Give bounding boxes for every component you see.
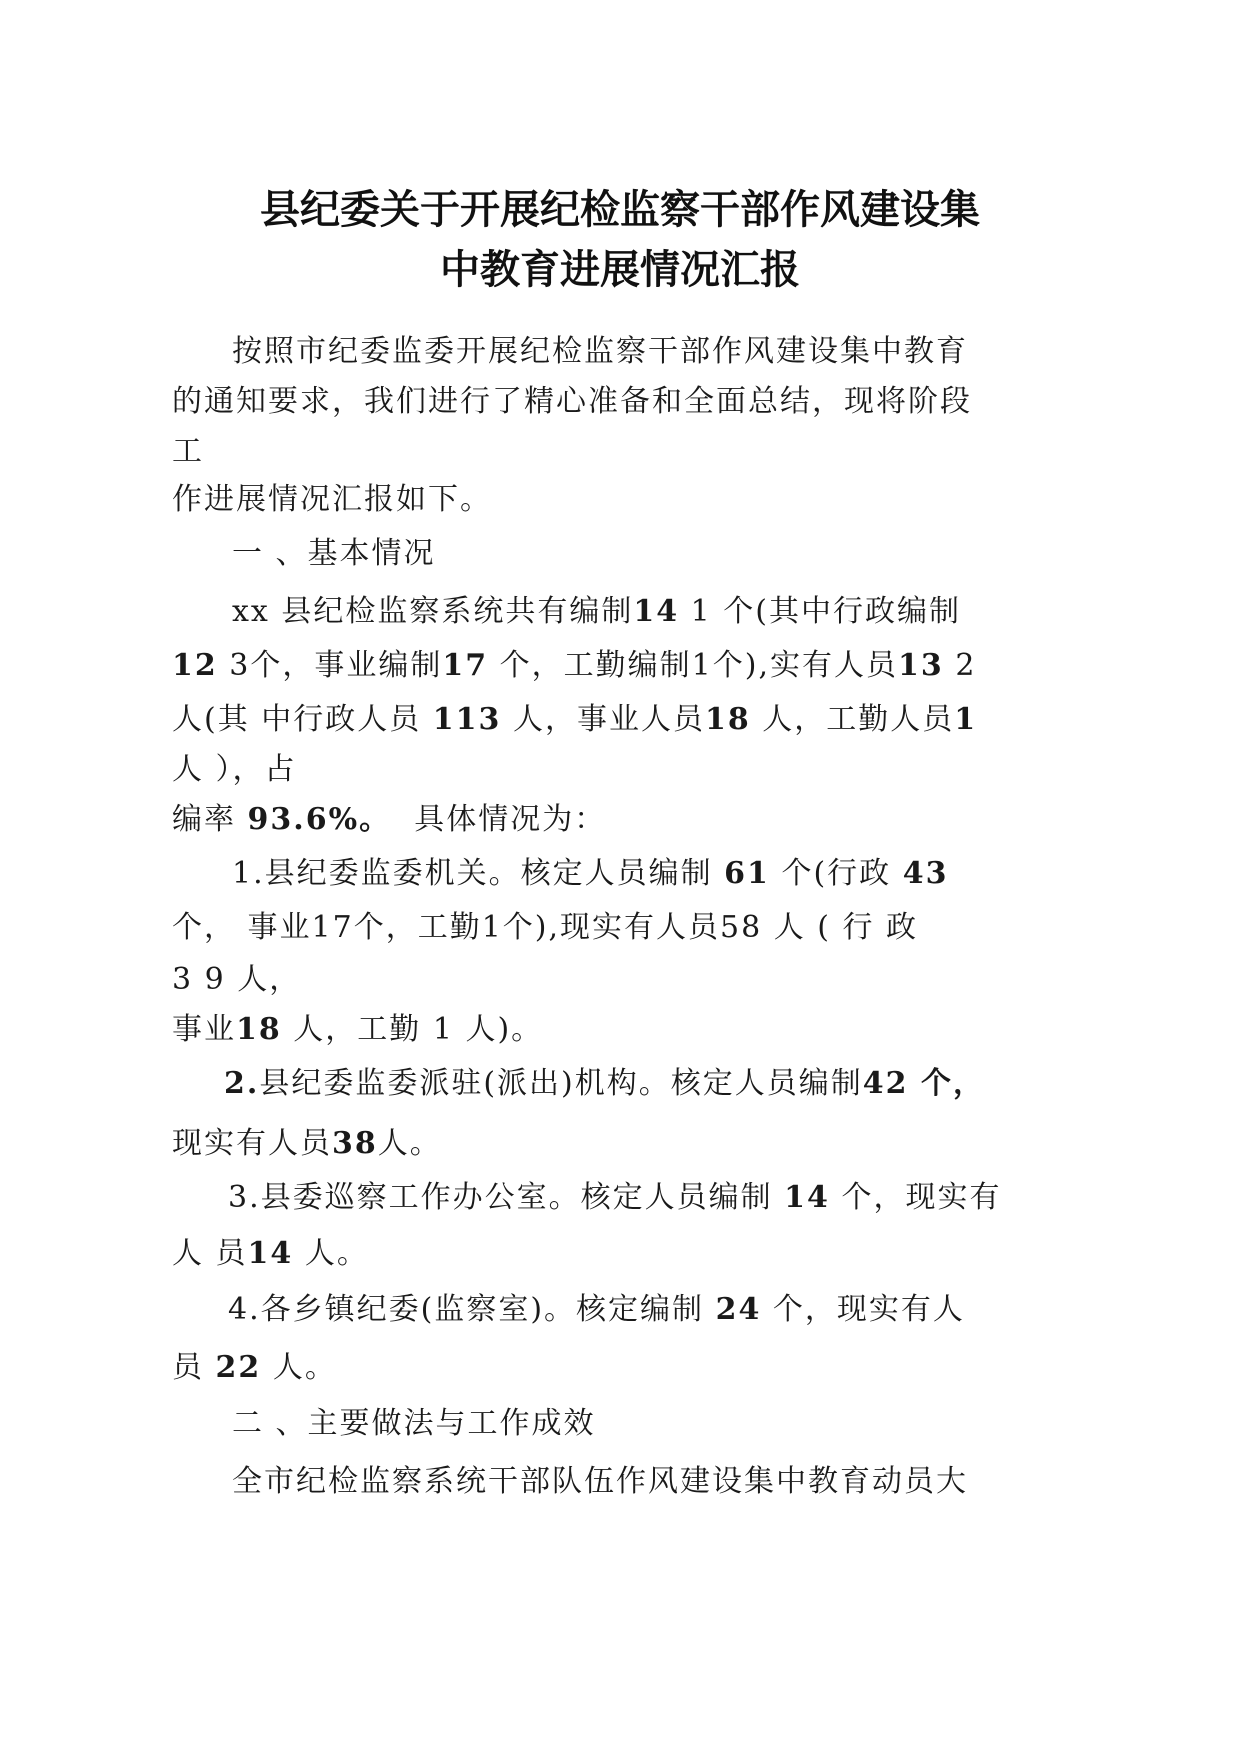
section-1-para-line-2: 12 3个，事业编制17 个，工勤编制1个),实有人员13 2: [172, 648, 977, 683]
section-1-heading: 一 、基本情况: [232, 536, 436, 571]
item-4-line-1: 4.各乡镇纪委(监察室)。核定编制 24 个，现实有人: [228, 1292, 965, 1327]
item-4-line-2: 员 22 人。: [172, 1350, 337, 1385]
item-2-line-1: 2.县纪委监委派驻(派出)机构。核定人员编制42 个，: [224, 1066, 985, 1101]
intro-line-1: 按照市纪委监委开展纪检监察干部作风建设集中教育: [232, 334, 968, 369]
item-2-line-2: 现实有人员38人。: [172, 1126, 442, 1161]
section-1-para-line-4: 人 ），占: [172, 752, 297, 787]
section-1-para-line-3: 人(其 中行政人员 113 人，事业人员18 人，工勤人员1: [172, 702, 978, 737]
intro-line-2: 的通知要求，我们进行了精心准备和全面总结，现将阶段: [172, 384, 972, 419]
section-1-para-line-1: xx 县纪检监察系统共有编制14 1 个(其中行政编制: [232, 594, 961, 629]
section-2-para-line-1: 全市纪检监察系统干部队伍作风建设集中教育动员大: [232, 1464, 968, 1499]
item-3-line-2: 人 员14 人。: [172, 1236, 369, 1271]
document-title-line-1: 县纪委关于开展纪检监察干部作风建设集: [260, 187, 980, 233]
section-1-para-line-5: 编率 93.6%。 具体情况为：: [172, 802, 607, 837]
intro-line-4: 作进展情况汇报如下。: [172, 482, 492, 517]
item-1-line-3: 3 9 人，: [172, 962, 302, 997]
intro-line-3: 工: [172, 434, 204, 469]
item-1-line-1: 1.县纪委监委机关。核定人员编制 61 个(行政 43: [232, 856, 949, 891]
item-3-line-1: 3.县委巡察工作办公室。核定人员编制 14 个，现实有: [228, 1180, 1002, 1215]
item-1-line-4: 事业18 人，工勤 1 人)。: [172, 1012, 544, 1047]
document-title-line-2: 中教育进展情况汇报: [440, 247, 800, 293]
item-1-line-2: 个， 事业17个，工勤1个),现实有人员58 人 ( 行 政: [172, 910, 919, 945]
section-2-heading: 二 、主要做法与工作成效: [232, 1406, 596, 1441]
